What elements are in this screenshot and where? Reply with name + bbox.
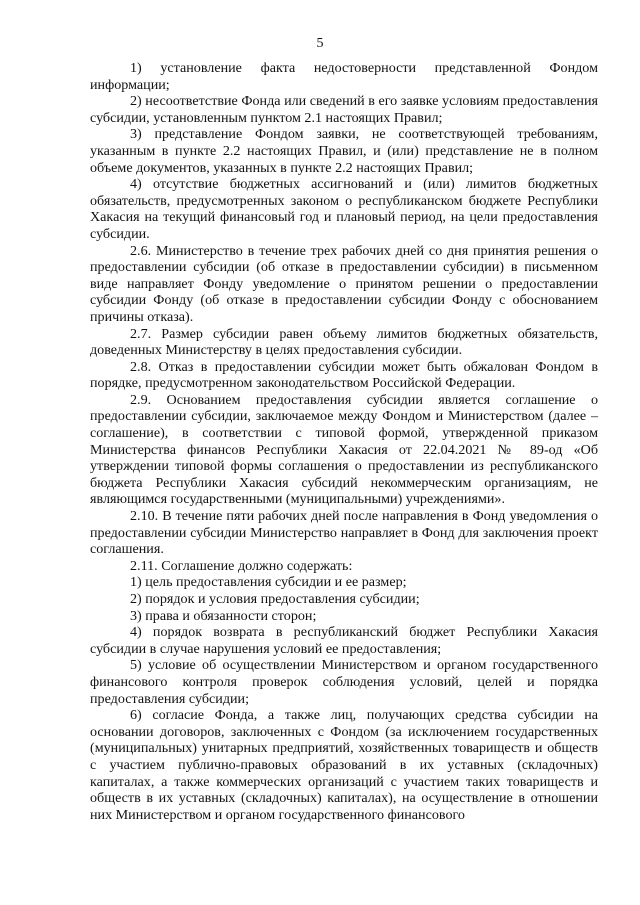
- paragraph-agreement-item-5: 5) условие об осуществлении Министерством и органом государственного финансового контроля проверок соблюдения условий, целей и порядка предоставления субсидии;: [90, 657, 598, 707]
- paragraph-clause-2-7: 2.7. Размер субсидии равен объему лимитов бюджетных обязательств, доведенных Министерству в целях предоставления субсидии.: [90, 325, 598, 359]
- paragraph-item-1-false-information: 1) установление факта недостоверности представленной Фондом информации;: [90, 60, 598, 93]
- paragraph-item-4-no-budget: 4) отсутствие бюджетных ассигнований и (или) лимитов бюджетных обязательств, предусмотренных законом о республиканском бюджете Республики Хакасия на текущий финансовый год и плановый период, на цели предоставления субсидии.: [90, 176, 598, 242]
- document-body: [90, 60, 598, 823]
- paragraph-agreement-item-2: 2) порядок и условия предоставления субсидии;: [130, 591, 420, 607]
- paragraph-agreement-item-3: 3) права и обязанности сторон;: [130, 607, 317, 624]
- paragraph-item-2-nonconformity: 2) несоответствие Фонда или сведений в его заявке условиям предоставления субсидии, установленным пунктом 2.1 настоящих Правил;: [90, 93, 598, 126]
- paragraph-clause-2-11: 2.11. Соглашение должно содержать:: [130, 557, 353, 574]
- paragraph-clause-2-9: 2.9. Основанием предоставления субсидии является соглашение о предоставлении субсидии, заключаемое между Фондом и Министерством (далее – соглашение), в соответствии с типовой формой, утвержденной приказом Министерства финансов Республики Хакасия от 22.04.2021 № 89-од «Об утверждении типовой формы соглашения о предоставлении из республиканского бюджета Республики Хакасия субсидий некоммерческим организациям, не являющимся государственными (муниципальными) учреждениями».: [90, 391, 598, 508]
- paragraph-agreement-item-4: 4) порядок возврата в республиканский бюджет Республики Хакасия субсидии в случае нарушения условий ее предоставления;: [90, 624, 598, 657]
- paragraph-clause-2-6: 2.6. Министерство в течение трех рабочих дней со дня принятия решения о предоставлении субсидии (об отказе в предоставлении субсидии) в письменном виде направляет Фонду уведомление о принятом решении о предоставлении субсидии Фонду (об отказе в предоставлении субсидии Фонду с обоснованием причины отказа).: [90, 242, 598, 325]
- paragraph-item-3-invalid-application: 3) представление Фондом заявки, не соответствующей требованиям, указанным в пункте 2.2 настоящих Правил, и (или) представление не в полном объеме документов, указанных в пункте 2.2 настоящих Правил;: [90, 126, 598, 176]
- paragraph-agreement-item-6: 6) согласие Фонда, а также лиц, получающих средства субсидии на основании договоров, заключенных с Фондом (за исключением государственных (муниципальных) унитарных предприятий, хозяйственных товариществ и обществ с участием публично-правовых образований в их уставных (складочных) капиталах, а также коммерческих организаций с участием таких товариществ и обществ в их уставных (складочных) капиталах), на осуществление в отношении них Министерством и органом государственного финансового: [90, 707, 598, 823]
- page-number: 5: [316, 36, 324, 51]
- paragraph-clause-2-10: 2.10. В течение пяти рабочих дней после направления в Фонд уведомления о предоставлении субсидии Министерство направляет в Фонд для заключения проект соглашения.: [90, 508, 598, 558]
- paragraph-clause-2-8: 2.8. Отказ в предоставлении субсидии может быть обжалован Фондом в порядке, предусмотренном законодательством Российской Федерации.: [90, 358, 598, 392]
- paragraph-agreement-item-1: 1) цель предоставления субсидии и ее размер;: [130, 574, 407, 591]
